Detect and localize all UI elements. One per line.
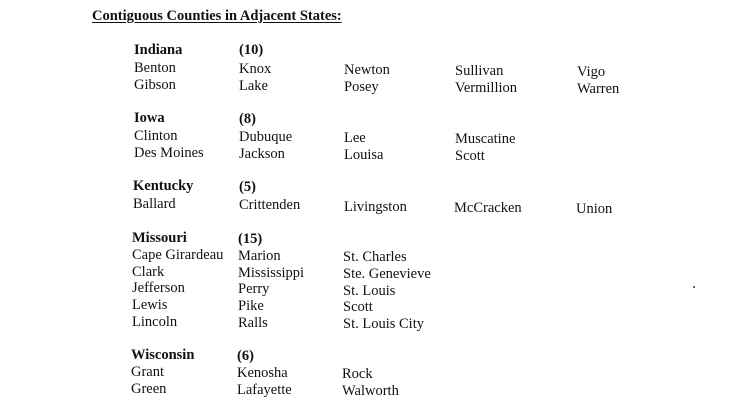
county-name: Dubuque <box>239 129 293 145</box>
county-name: Muscatine <box>455 131 516 147</box>
county-name: Pike <box>238 298 264 314</box>
county-name: Grant <box>131 364 165 380</box>
county-name: Clark <box>132 264 165 280</box>
county-name: Jackson <box>239 146 285 162</box>
state-name-missouri: Missouri <box>132 230 187 246</box>
county-name: Cape Girardeau <box>132 247 224 263</box>
county-name: Walworth <box>342 383 399 399</box>
state-name-indiana: Indiana <box>134 42 183 58</box>
county-name: Ballard <box>133 196 176 212</box>
county-name: Marion <box>238 248 281 264</box>
county-name: Ralls <box>238 315 268 331</box>
county-name: McCracken <box>454 200 522 216</box>
county-count-wisconsin: (6) <box>237 348 254 364</box>
county-name: Rock <box>342 366 373 382</box>
county-name: Kenosha <box>237 365 288 381</box>
county-name: Scott <box>343 299 373 315</box>
county-name: Newton <box>344 62 390 78</box>
county-name: Lee <box>344 130 366 146</box>
county-name: Vigo <box>577 64 606 80</box>
county-name: Lincoln <box>132 314 178 330</box>
state-name-wisconsin: Wisconsin <box>131 347 195 363</box>
county-name: Lake <box>239 78 268 94</box>
county-name: Vermillion <box>455 80 518 96</box>
scan-speck <box>693 286 695 288</box>
county-name: Crittenden <box>239 197 301 213</box>
county-name: Union <box>576 201 613 217</box>
county-name: St. Louis <box>343 283 396 299</box>
county-name: Des Moines <box>134 145 204 161</box>
county-name: Posey <box>344 79 379 95</box>
county-name: Ste. Genevieve <box>343 266 431 282</box>
county-name: Lafayette <box>237 382 292 398</box>
county-name: St. Charles <box>343 249 407 265</box>
county-name: Green <box>131 381 167 397</box>
county-count-indiana: (10) <box>239 42 264 58</box>
county-name: Clinton <box>134 128 178 144</box>
county-name: Warren <box>577 81 620 97</box>
county-count-missouri: (15) <box>238 231 263 247</box>
county-name: Sullivan <box>455 63 504 79</box>
county-count-kentucky: (5) <box>239 179 256 195</box>
county-name: Lewis <box>132 297 168 313</box>
state-name-kentucky: Kentucky <box>133 178 194 194</box>
page-title: Contiguous Counties in Adjacent States: <box>92 8 342 24</box>
county-name: Louisa <box>344 147 384 163</box>
state-name-iowa: Iowa <box>134 110 165 126</box>
county-name: Scott <box>455 148 485 164</box>
county-name: Gibson <box>134 77 176 93</box>
county-name: Jefferson <box>132 280 185 296</box>
county-name: Perry <box>238 281 270 297</box>
county-name: Livingston <box>344 199 407 215</box>
county-name: Knox <box>239 61 272 77</box>
county-name: Benton <box>134 60 176 76</box>
county-name: St. Louis City <box>343 316 424 332</box>
county-count-iowa: (8) <box>239 111 256 127</box>
county-name: Mississippi <box>238 265 305 281</box>
